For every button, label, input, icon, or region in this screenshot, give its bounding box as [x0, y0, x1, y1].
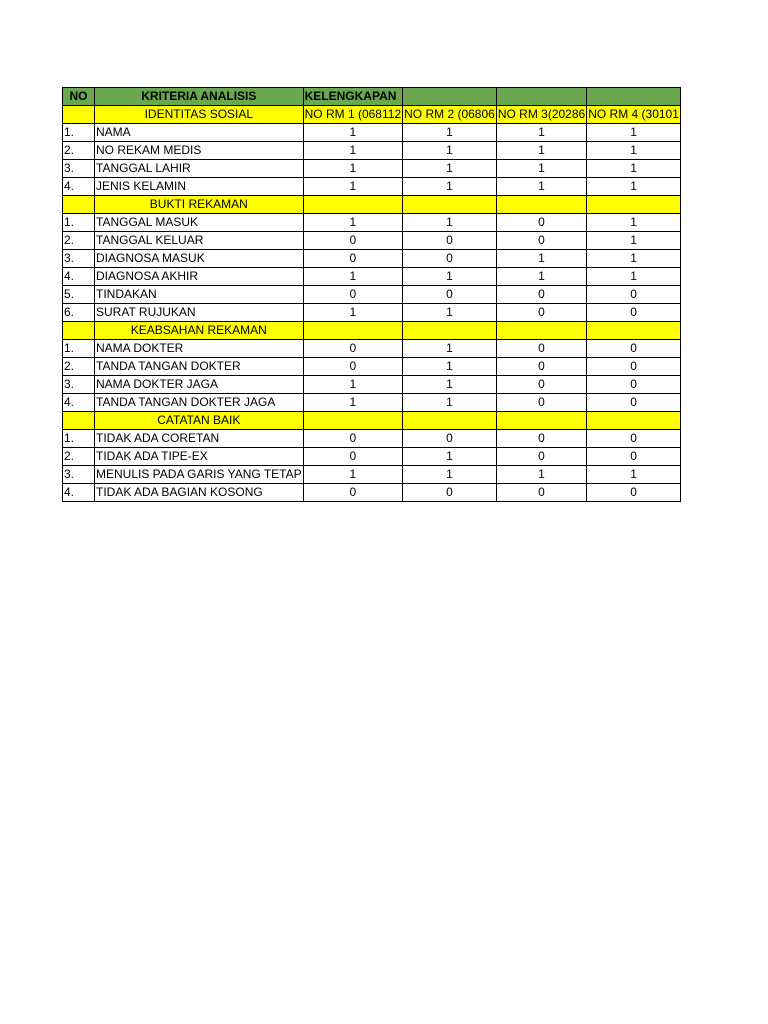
row-value[interactable]: 1: [403, 142, 497, 160]
table-row: [63, 160, 681, 178]
row-value[interactable]: 1: [303, 178, 403, 196]
row-number[interactable]: 4.: [63, 268, 95, 286]
rm-column-label[interactable]: NO RM 3(20286: [496, 106, 586, 124]
row-label[interactable]: TANDA TANGAN DOKTER JAGA: [95, 394, 304, 412]
analysis-table: [62, 87, 681, 502]
row-number[interactable]: 2.: [63, 232, 95, 250]
row-value[interactable]: 0: [496, 358, 586, 376]
table-row: [63, 484, 681, 502]
row-value[interactable]: 1: [403, 178, 497, 196]
table-row: [63, 430, 681, 448]
row-value[interactable]: 0: [587, 376, 681, 394]
row-value[interactable]: 0: [496, 430, 586, 448]
section-title[interactable]: IDENTITAS SOSIAL: [95, 106, 304, 124]
row-number[interactable]: 3.: [63, 160, 95, 178]
row-value[interactable]: 1: [303, 214, 403, 232]
row-value[interactable]: 0: [587, 430, 681, 448]
row-value[interactable]: 1: [403, 124, 497, 142]
row-number[interactable]: 4.: [63, 394, 95, 412]
section-empty-cell[interactable]: [496, 322, 586, 340]
header-kriteria[interactable]: KRITERIA ANALISIS: [95, 88, 304, 106]
row-value[interactable]: 1: [496, 250, 586, 268]
row-value[interactable]: 0: [403, 484, 497, 502]
row-number[interactable]: 2.: [63, 358, 95, 376]
section-title[interactable]: CATATAN BAIK: [95, 412, 304, 430]
row-label[interactable]: TINDAKAN: [95, 286, 304, 304]
section-empty-cell[interactable]: [303, 196, 403, 214]
row-label[interactable]: TANGGAL KELUAR: [95, 232, 304, 250]
section-empty-cell[interactable]: [303, 322, 403, 340]
row-value[interactable]: 0: [403, 286, 497, 304]
row-value[interactable]: 1: [403, 268, 497, 286]
rm-column-label[interactable]: NO RM 2 (06806: [403, 106, 497, 124]
row-value[interactable]: 1: [496, 178, 586, 196]
row-value[interactable]: 1: [303, 304, 403, 322]
row-value[interactable]: 1: [403, 304, 497, 322]
row-number[interactable]: 6.: [63, 304, 95, 322]
row-label[interactable]: SURAT RUJUKAN: [95, 304, 304, 322]
section-empty-cell[interactable]: [403, 412, 497, 430]
table-row: [63, 286, 681, 304]
row-value[interactable]: 1: [587, 250, 681, 268]
section-empty-cell[interactable]: [496, 196, 586, 214]
row-label[interactable]: DIAGNOSA MASUK: [95, 250, 304, 268]
row-value[interactable]: 1: [403, 466, 497, 484]
row-value[interactable]: 1: [403, 340, 497, 358]
row-value[interactable]: 1: [403, 358, 497, 376]
table-row: [63, 214, 681, 232]
table-row: [63, 124, 681, 142]
row-label[interactable]: NAMA DOKTER JAGA: [95, 376, 304, 394]
row-value[interactable]: 0: [303, 340, 403, 358]
row-value[interactable]: 0: [587, 448, 681, 466]
table-row: [63, 142, 681, 160]
row-value[interactable]: 0: [303, 232, 403, 250]
row-value[interactable]: 1: [303, 160, 403, 178]
table-row: [63, 232, 681, 250]
row-value[interactable]: 0: [587, 340, 681, 358]
table-row: [63, 358, 681, 376]
row-value[interactable]: 0: [403, 232, 497, 250]
row-value[interactable]: 1: [587, 178, 681, 196]
header-no[interactable]: NO: [63, 88, 95, 106]
row-value[interactable]: 0: [496, 286, 586, 304]
row-value[interactable]: 1: [587, 232, 681, 250]
row-label[interactable]: MENULIS PADA GARIS YANG TETAP: [95, 466, 304, 484]
table-row: [63, 178, 681, 196]
table-row: [63, 250, 681, 268]
row-number[interactable]: 1.: [63, 124, 95, 142]
row-label[interactable]: NO REKAM MEDIS: [95, 142, 304, 160]
section-empty-cell[interactable]: [403, 322, 497, 340]
section-empty-cell[interactable]: [63, 106, 95, 124]
section-empty-cell[interactable]: [496, 412, 586, 430]
row-number[interactable]: 1.: [63, 430, 95, 448]
row-value[interactable]: 1: [403, 448, 497, 466]
section-title[interactable]: BUKTI REKAMAN: [95, 196, 304, 214]
rm-column-label[interactable]: NO RM 1 (068112: [303, 106, 403, 124]
row-label[interactable]: NAMA DOKTER: [95, 340, 304, 358]
row-value[interactable]: 1: [587, 124, 681, 142]
row-value[interactable]: 1: [303, 466, 403, 484]
row-value[interactable]: 0: [403, 250, 497, 268]
row-label[interactable]: TANGGAL LAHIR: [95, 160, 304, 178]
row-value[interactable]: 0: [303, 430, 403, 448]
row-number[interactable]: 2.: [63, 448, 95, 466]
row-value[interactable]: 0: [496, 340, 586, 358]
row-number[interactable]: 4.: [63, 484, 95, 502]
row-value[interactable]: 0: [403, 430, 497, 448]
header-empty-cell[interactable]: [496, 88, 586, 106]
row-label[interactable]: DIAGNOSA AKHIR: [95, 268, 304, 286]
row-value[interactable]: 1: [496, 142, 586, 160]
table-row: [63, 268, 681, 286]
row-number[interactable]: 3.: [63, 466, 95, 484]
row-value[interactable]: 1: [496, 466, 586, 484]
header-kelengkapan[interactable]: KELENGKAPAN: [303, 88, 403, 106]
row-value[interactable]: 1: [587, 466, 681, 484]
row-value[interactable]: 1: [303, 376, 403, 394]
row-value[interactable]: 0: [496, 448, 586, 466]
row-label[interactable]: TANGGAL MASUK: [95, 214, 304, 232]
row-value[interactable]: 1: [403, 214, 497, 232]
row-number[interactable]: 5.: [63, 286, 95, 304]
section-empty-cell[interactable]: [587, 322, 681, 340]
row-number[interactable]: 1.: [63, 214, 95, 232]
row-number[interactable]: 4.: [63, 178, 95, 196]
row-value[interactable]: 0: [303, 286, 403, 304]
row-label[interactable]: JENIS KELAMIN: [95, 178, 304, 196]
row-value[interactable]: 0: [496, 484, 586, 502]
section-empty-cell[interactable]: [63, 196, 95, 214]
section-row: [63, 106, 681, 124]
table-row: [63, 448, 681, 466]
row-value[interactable]: 1: [587, 160, 681, 178]
row-value[interactable]: 0: [303, 250, 403, 268]
row-number[interactable]: 2.: [63, 142, 95, 160]
row-number[interactable]: 3.: [63, 250, 95, 268]
row-value[interactable]: 1: [587, 214, 681, 232]
row-value[interactable]: 1: [403, 376, 497, 394]
row-value[interactable]: 1: [587, 142, 681, 160]
row-number[interactable]: 1.: [63, 340, 95, 358]
section-empty-cell[interactable]: [587, 412, 681, 430]
rm-column-label[interactable]: NO RM 4 (30101: [587, 106, 681, 124]
row-value[interactable]: 1: [496, 268, 586, 286]
row-value[interactable]: 0: [496, 214, 586, 232]
section-row: [63, 196, 681, 214]
row-value[interactable]: 0: [496, 304, 586, 322]
table-row: [63, 394, 681, 412]
section-row: [63, 322, 681, 340]
header-empty-cell[interactable]: [403, 88, 497, 106]
row-value[interactable]: 0: [587, 358, 681, 376]
row-value[interactable]: 1: [587, 268, 681, 286]
header-row: [63, 88, 681, 106]
row-label[interactable]: NAMA: [95, 124, 304, 142]
row-value[interactable]: 0: [303, 484, 403, 502]
row-value[interactable]: 0: [496, 232, 586, 250]
row-label[interactable]: TIDAK ADA TIPE-EX: [95, 448, 304, 466]
row-value[interactable]: 1: [403, 160, 497, 178]
row-value[interactable]: 1: [303, 394, 403, 412]
row-value[interactable]: 1: [303, 268, 403, 286]
section-empty-cell[interactable]: [63, 412, 95, 430]
table-row: [63, 304, 681, 322]
row-value[interactable]: 1: [496, 124, 586, 142]
table-row: [63, 376, 681, 394]
row-value[interactable]: 0: [303, 358, 403, 376]
row-label[interactable]: TIDAK ADA BAGIAN KOSONG: [95, 484, 304, 502]
section-row: [63, 412, 681, 430]
row-label[interactable]: TIDAK ADA CORETAN: [95, 430, 304, 448]
row-value[interactable]: 1: [403, 394, 497, 412]
section-title[interactable]: KEABSAHAN REKAMAN: [95, 322, 304, 340]
row-value[interactable]: 1: [303, 124, 403, 142]
row-value[interactable]: 0: [303, 448, 403, 466]
table-row: [63, 340, 681, 358]
row-label[interactable]: TANDA TANGAN DOKTER: [95, 358, 304, 376]
section-empty-cell[interactable]: [403, 196, 497, 214]
row-value[interactable]: 0: [587, 304, 681, 322]
row-value[interactable]: 0: [496, 394, 586, 412]
row-value[interactable]: 0: [587, 286, 681, 304]
section-empty-cell[interactable]: [303, 412, 403, 430]
row-value[interactable]: 0: [496, 376, 586, 394]
row-number[interactable]: 3.: [63, 376, 95, 394]
header-empty-cell[interactable]: [587, 88, 681, 106]
section-empty-cell[interactable]: [63, 322, 95, 340]
table-row: [63, 466, 681, 484]
row-value[interactable]: 0: [587, 484, 681, 502]
row-value[interactable]: 1: [496, 160, 586, 178]
row-value[interactable]: 0: [587, 394, 681, 412]
section-empty-cell[interactable]: [587, 196, 681, 214]
row-value[interactable]: 1: [303, 142, 403, 160]
